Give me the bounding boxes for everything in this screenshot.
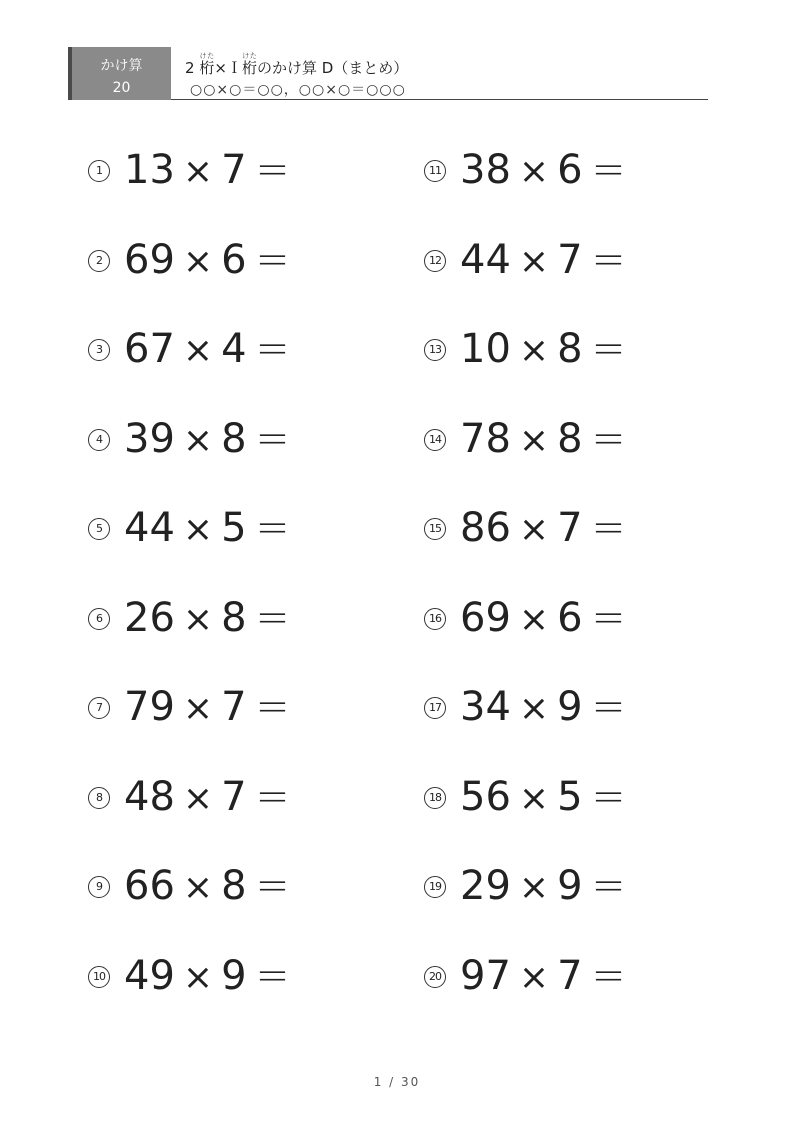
problem-number: 8: [88, 787, 110, 809]
title-times: ×: [214, 59, 227, 77]
problem-number: 1: [88, 160, 110, 182]
equals-sign: ＝: [254, 509, 291, 550]
problem-number: 12: [424, 250, 446, 272]
equals-sign: ＝: [590, 598, 627, 640]
multiplier: 5: [557, 773, 583, 820]
multiplier: 9: [557, 863, 583, 909]
problem-expression: [460, 236, 635, 286]
problem-item: [88, 953, 299, 1001]
times-sign: ×: [182, 240, 214, 282]
equals-sign: ＝: [254, 598, 291, 640]
equals-sign: ＝: [254, 867, 291, 908]
multiplicand: 39: [124, 415, 175, 462]
problem-item: [424, 147, 635, 195]
keta-ruby-1: [199, 52, 215, 77]
times-sign: ×: [518, 240, 550, 282]
problem-item: [424, 863, 635, 911]
multiplicand: 10: [460, 326, 511, 372]
times-sign: ×: [182, 330, 214, 371]
problem-item: [424, 237, 635, 285]
multiplicand: 69: [124, 236, 175, 283]
problem-number: 20: [424, 966, 446, 988]
multiplier: 8: [221, 594, 247, 641]
problem-item: [424, 326, 635, 374]
problem-item: [424, 953, 635, 1001]
equals-sign: ＝: [590, 688, 627, 729]
times-sign: ×: [182, 956, 214, 998]
equals-sign: ＝: [254, 688, 291, 729]
problem-number: 16: [424, 608, 446, 630]
multiplicand: 34: [460, 684, 511, 730]
times-sign: ×: [182, 777, 214, 819]
problem-number: 10: [88, 966, 110, 988]
multiplier: 7: [557, 505, 583, 551]
problem-item: [88, 774, 299, 822]
keta-reading: けた: [199, 52, 215, 60]
equals-sign: ＝: [590, 240, 627, 282]
multiplier: 6: [557, 147, 583, 193]
multiplicand: 66: [124, 863, 175, 909]
title-one: Ｉ: [226, 59, 242, 77]
problem-expression: [124, 952, 299, 1002]
problem-number: 15: [424, 518, 446, 540]
multiplier: 9: [221, 952, 247, 999]
problem-expression: [460, 773, 635, 823]
problem-number: 13: [424, 339, 446, 361]
worksheet-title: [185, 52, 408, 83]
times-sign: ×: [182, 509, 214, 550]
equals-sign: ＝: [254, 240, 291, 282]
problem-number: 3: [88, 339, 110, 361]
times-sign: ×: [518, 777, 550, 819]
times-sign: ×: [518, 509, 550, 550]
equals-sign: ＝: [590, 777, 627, 819]
problem-expression: [124, 415, 299, 465]
multiplier: 6: [221, 236, 247, 283]
problem-number: 19: [424, 876, 446, 898]
multiplier: 8: [557, 415, 583, 462]
multiplicand: 26: [124, 594, 175, 641]
multiplicand: 44: [460, 236, 511, 283]
problem-expression: [460, 862, 635, 912]
header-divider: [171, 99, 708, 100]
times-sign: ×: [518, 956, 550, 998]
problem-item: [88, 147, 299, 195]
multiplier: 7: [557, 952, 583, 999]
problem-number: 9: [88, 876, 110, 898]
multiplier: 7: [221, 773, 247, 820]
problem-number: 14: [424, 429, 446, 451]
equals-sign: ＝: [254, 151, 291, 192]
times-sign: ×: [182, 867, 214, 908]
problem-expression: [124, 683, 299, 733]
equals-sign: ＝: [254, 777, 291, 819]
problem-expression: [124, 504, 299, 554]
multiplicand: 56: [460, 773, 511, 820]
equals-sign: ＝: [254, 419, 291, 461]
problem-number: 5: [88, 518, 110, 540]
problem-item: [424, 684, 635, 732]
times-sign: ×: [182, 688, 214, 729]
multiplier: 7: [221, 147, 247, 193]
multiplicand: 67: [124, 326, 175, 372]
times-sign: ×: [518, 330, 550, 371]
problem-item: [88, 416, 299, 464]
equals-sign: ＝: [254, 330, 291, 371]
multiplier: 8: [557, 326, 583, 372]
multiplier: 7: [221, 684, 247, 730]
multiplicand: 49: [124, 952, 175, 999]
times-sign: ×: [182, 419, 214, 461]
multiplier: 9: [557, 684, 583, 730]
problem-expression: [124, 862, 299, 912]
keta-reading-2: けた: [241, 52, 257, 60]
problem-number: 4: [88, 429, 110, 451]
equals-sign: ＝: [590, 509, 627, 550]
problem-item: [88, 505, 299, 553]
problem-expression: [460, 504, 635, 554]
problem-item: [424, 416, 635, 464]
equals-sign: ＝: [590, 867, 627, 908]
problem-expression: [124, 325, 299, 375]
multiplicand: 79: [124, 684, 175, 730]
multiplier: 5: [221, 505, 247, 551]
problem-item: [424, 505, 635, 553]
problem-item: [88, 684, 299, 732]
problem-number: 6: [88, 608, 110, 630]
keta-kanji: 桁: [199, 59, 215, 77]
multiplicand: 97: [460, 952, 511, 999]
problem-item: [424, 774, 635, 822]
problem-number: 11: [424, 160, 446, 182]
equals-sign: ＝: [590, 419, 627, 461]
multiplier: 6: [557, 594, 583, 641]
multiplicand: 38: [460, 147, 511, 193]
multiplicand: 69: [460, 594, 511, 641]
multiplier: 4: [221, 326, 247, 372]
multiplier: 8: [221, 415, 247, 462]
problem-item: [424, 595, 635, 643]
multiplicand: 13: [124, 147, 175, 193]
problem-number: 18: [424, 787, 446, 809]
problem-number: 2: [88, 250, 110, 272]
problem-expression: [124, 594, 299, 644]
page-number: 1 / 30: [373, 1075, 421, 1089]
times-sign: ×: [182, 151, 214, 192]
keta-ruby-2: [241, 52, 257, 77]
multiplicand: 48: [124, 773, 175, 820]
problem-number: 17: [424, 697, 446, 719]
problem-expression: [124, 773, 299, 823]
equals-sign: ＝: [590, 330, 627, 371]
problem-item: [88, 863, 299, 911]
times-sign: ×: [518, 151, 550, 192]
multiplicand: 86: [460, 505, 511, 551]
problem-expression: [124, 236, 299, 286]
problem-expression: [460, 952, 635, 1002]
multiplicand: 44: [124, 505, 175, 551]
problem-expression: [460, 146, 635, 196]
equals-sign: ＝: [590, 956, 627, 998]
times-sign: ×: [518, 419, 550, 461]
worksheet-subtitle: ○○×○＝○○，○○×○＝○○○: [190, 82, 406, 98]
multiplicand: 29: [460, 863, 511, 909]
times-sign: ×: [518, 598, 550, 640]
problem-expression: [460, 415, 635, 465]
problem-expression: [460, 594, 635, 644]
keta-kanji-2: 桁: [241, 59, 257, 77]
category-label: かけ算: [100, 58, 143, 74]
problem-number: 7: [88, 697, 110, 719]
multiplier: 7: [557, 236, 583, 283]
worksheet-number: 20: [112, 80, 131, 96]
worksheet-category-tab: [68, 47, 171, 100]
equals-sign: ＝: [254, 956, 291, 998]
problem-expression: [460, 325, 635, 375]
multiplier: 8: [221, 863, 247, 909]
times-sign: ×: [518, 867, 550, 908]
problem-expression: [124, 146, 299, 196]
times-sign: ×: [518, 688, 550, 729]
problem-item: [88, 237, 299, 285]
problem-expression: [460, 683, 635, 733]
title-suffix: のかけ算 D（まとめ）: [256, 59, 409, 77]
times-sign: ×: [182, 598, 214, 640]
problem-item: [88, 595, 299, 643]
title-prefix: 2: [185, 59, 195, 77]
equals-sign: ＝: [590, 151, 627, 192]
problem-item: [88, 326, 299, 374]
multiplicand: 78: [460, 415, 511, 462]
